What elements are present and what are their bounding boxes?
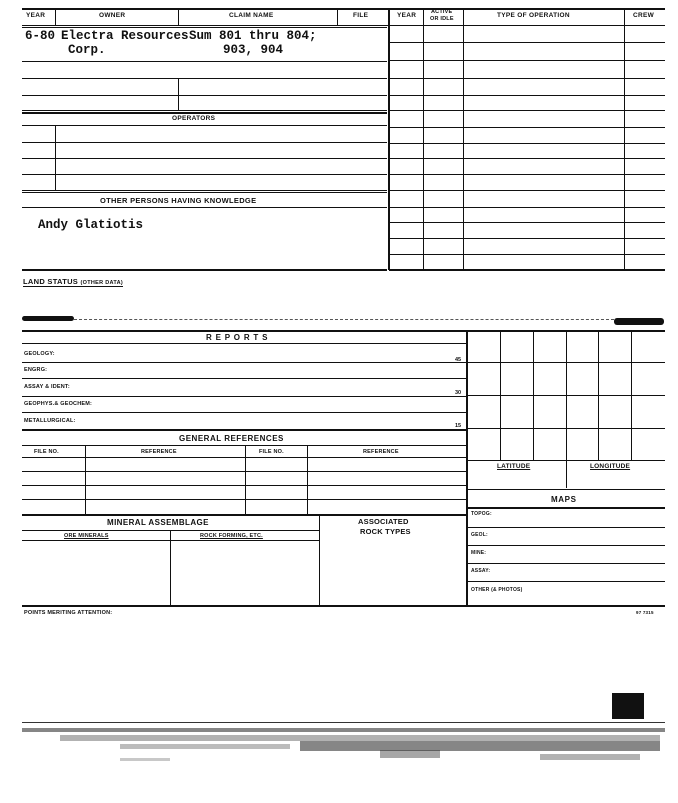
maps-item-mine: MINE:: [471, 550, 487, 556]
general-references-title: GENERAL REFERENCES: [179, 434, 284, 443]
entry-claim-line2: 903, 904: [223, 43, 284, 57]
header-or-idle: OR IDLE: [430, 16, 454, 22]
operators-label: OPERATORS: [172, 115, 216, 122]
ore-minerals-label: ORE MINERALS: [64, 533, 109, 539]
latitude-label: LATITUDE: [497, 463, 531, 470]
points-meriting-attention-label: POINTS MERITING ATTENTION:: [24, 610, 113, 616]
form-code: 97 7315: [636, 610, 654, 615]
maps-item-assay: ASSAY:: [471, 568, 491, 574]
header-claim-name: CLAIM NAME: [229, 12, 274, 19]
entry-owner-line1: Electra Resources: [61, 29, 189, 43]
scan-mark-block: [612, 693, 644, 719]
land-status-sub: (OTHER DATA): [80, 280, 123, 286]
gr-col-reference-2: REFERENCE: [363, 449, 399, 455]
entry-owner-line2: Corp.: [68, 43, 106, 57]
rock-types-label: ROCK TYPES: [360, 527, 411, 536]
header-year-2: YEAR: [397, 12, 417, 19]
entry-year: 6-80: [25, 29, 56, 43]
associated-label: ASSOCIATED: [358, 517, 409, 526]
header-crew: CREW: [633, 12, 655, 19]
maps-title: MAPS: [551, 495, 577, 504]
scan-mark-right: [614, 318, 664, 325]
report-num-assay: 30: [455, 390, 462, 396]
land-status-label: [23, 277, 123, 287]
other-persons-value: Andy Glatiotis: [38, 218, 144, 232]
gr-col-file-no-2: FILE NO.: [259, 449, 284, 455]
report-num-metallurgical: 15: [455, 423, 462, 429]
header-type-of-operation: TYPE OF OPERATION: [497, 12, 570, 19]
maps-item-other: OTHER (& PHOTOS): [471, 587, 523, 593]
maps-item-topog: TOPOG:: [471, 511, 492, 517]
header-active: ACTIVE: [431, 9, 453, 15]
header-file: FILE: [353, 12, 369, 19]
report-row-assay: ASSAY & IDENT:: [24, 384, 70, 390]
rock-forming-label: ROCK FORMING, ETC.: [200, 533, 263, 539]
gr-col-file-no-1: FILE NO.: [34, 449, 59, 455]
entry-claim-line1: Sum 801 thru 804;: [189, 29, 317, 43]
report-row-geology: GEOLOGY:: [24, 351, 55, 357]
report-row-geophys: GEOPHYS.& GEOCHEM:: [24, 401, 93, 407]
land-status-text: LAND STATUS: [23, 277, 79, 286]
maps-item-geol: GEOL:: [471, 532, 488, 538]
other-persons-label: OTHER PERSONS HAVING KNOWLEDGE: [100, 196, 257, 205]
header-year: YEAR: [26, 12, 46, 19]
report-row-metallurgical: METALLURGICAL:: [24, 418, 76, 424]
report-num-geology: 45: [455, 357, 462, 363]
scan-mark-left: [22, 316, 74, 321]
mineral-assemblage-title: MINERAL ASSEMBLAGE: [107, 518, 209, 527]
report-row-engrg: ENGRG:: [24, 367, 48, 373]
header-owner: OWNER: [99, 12, 126, 19]
gr-col-reference-1: REFERENCE: [141, 449, 177, 455]
reports-title: R E P O R T S: [206, 333, 269, 342]
longitude-label: LONGITUDE: [590, 463, 631, 470]
